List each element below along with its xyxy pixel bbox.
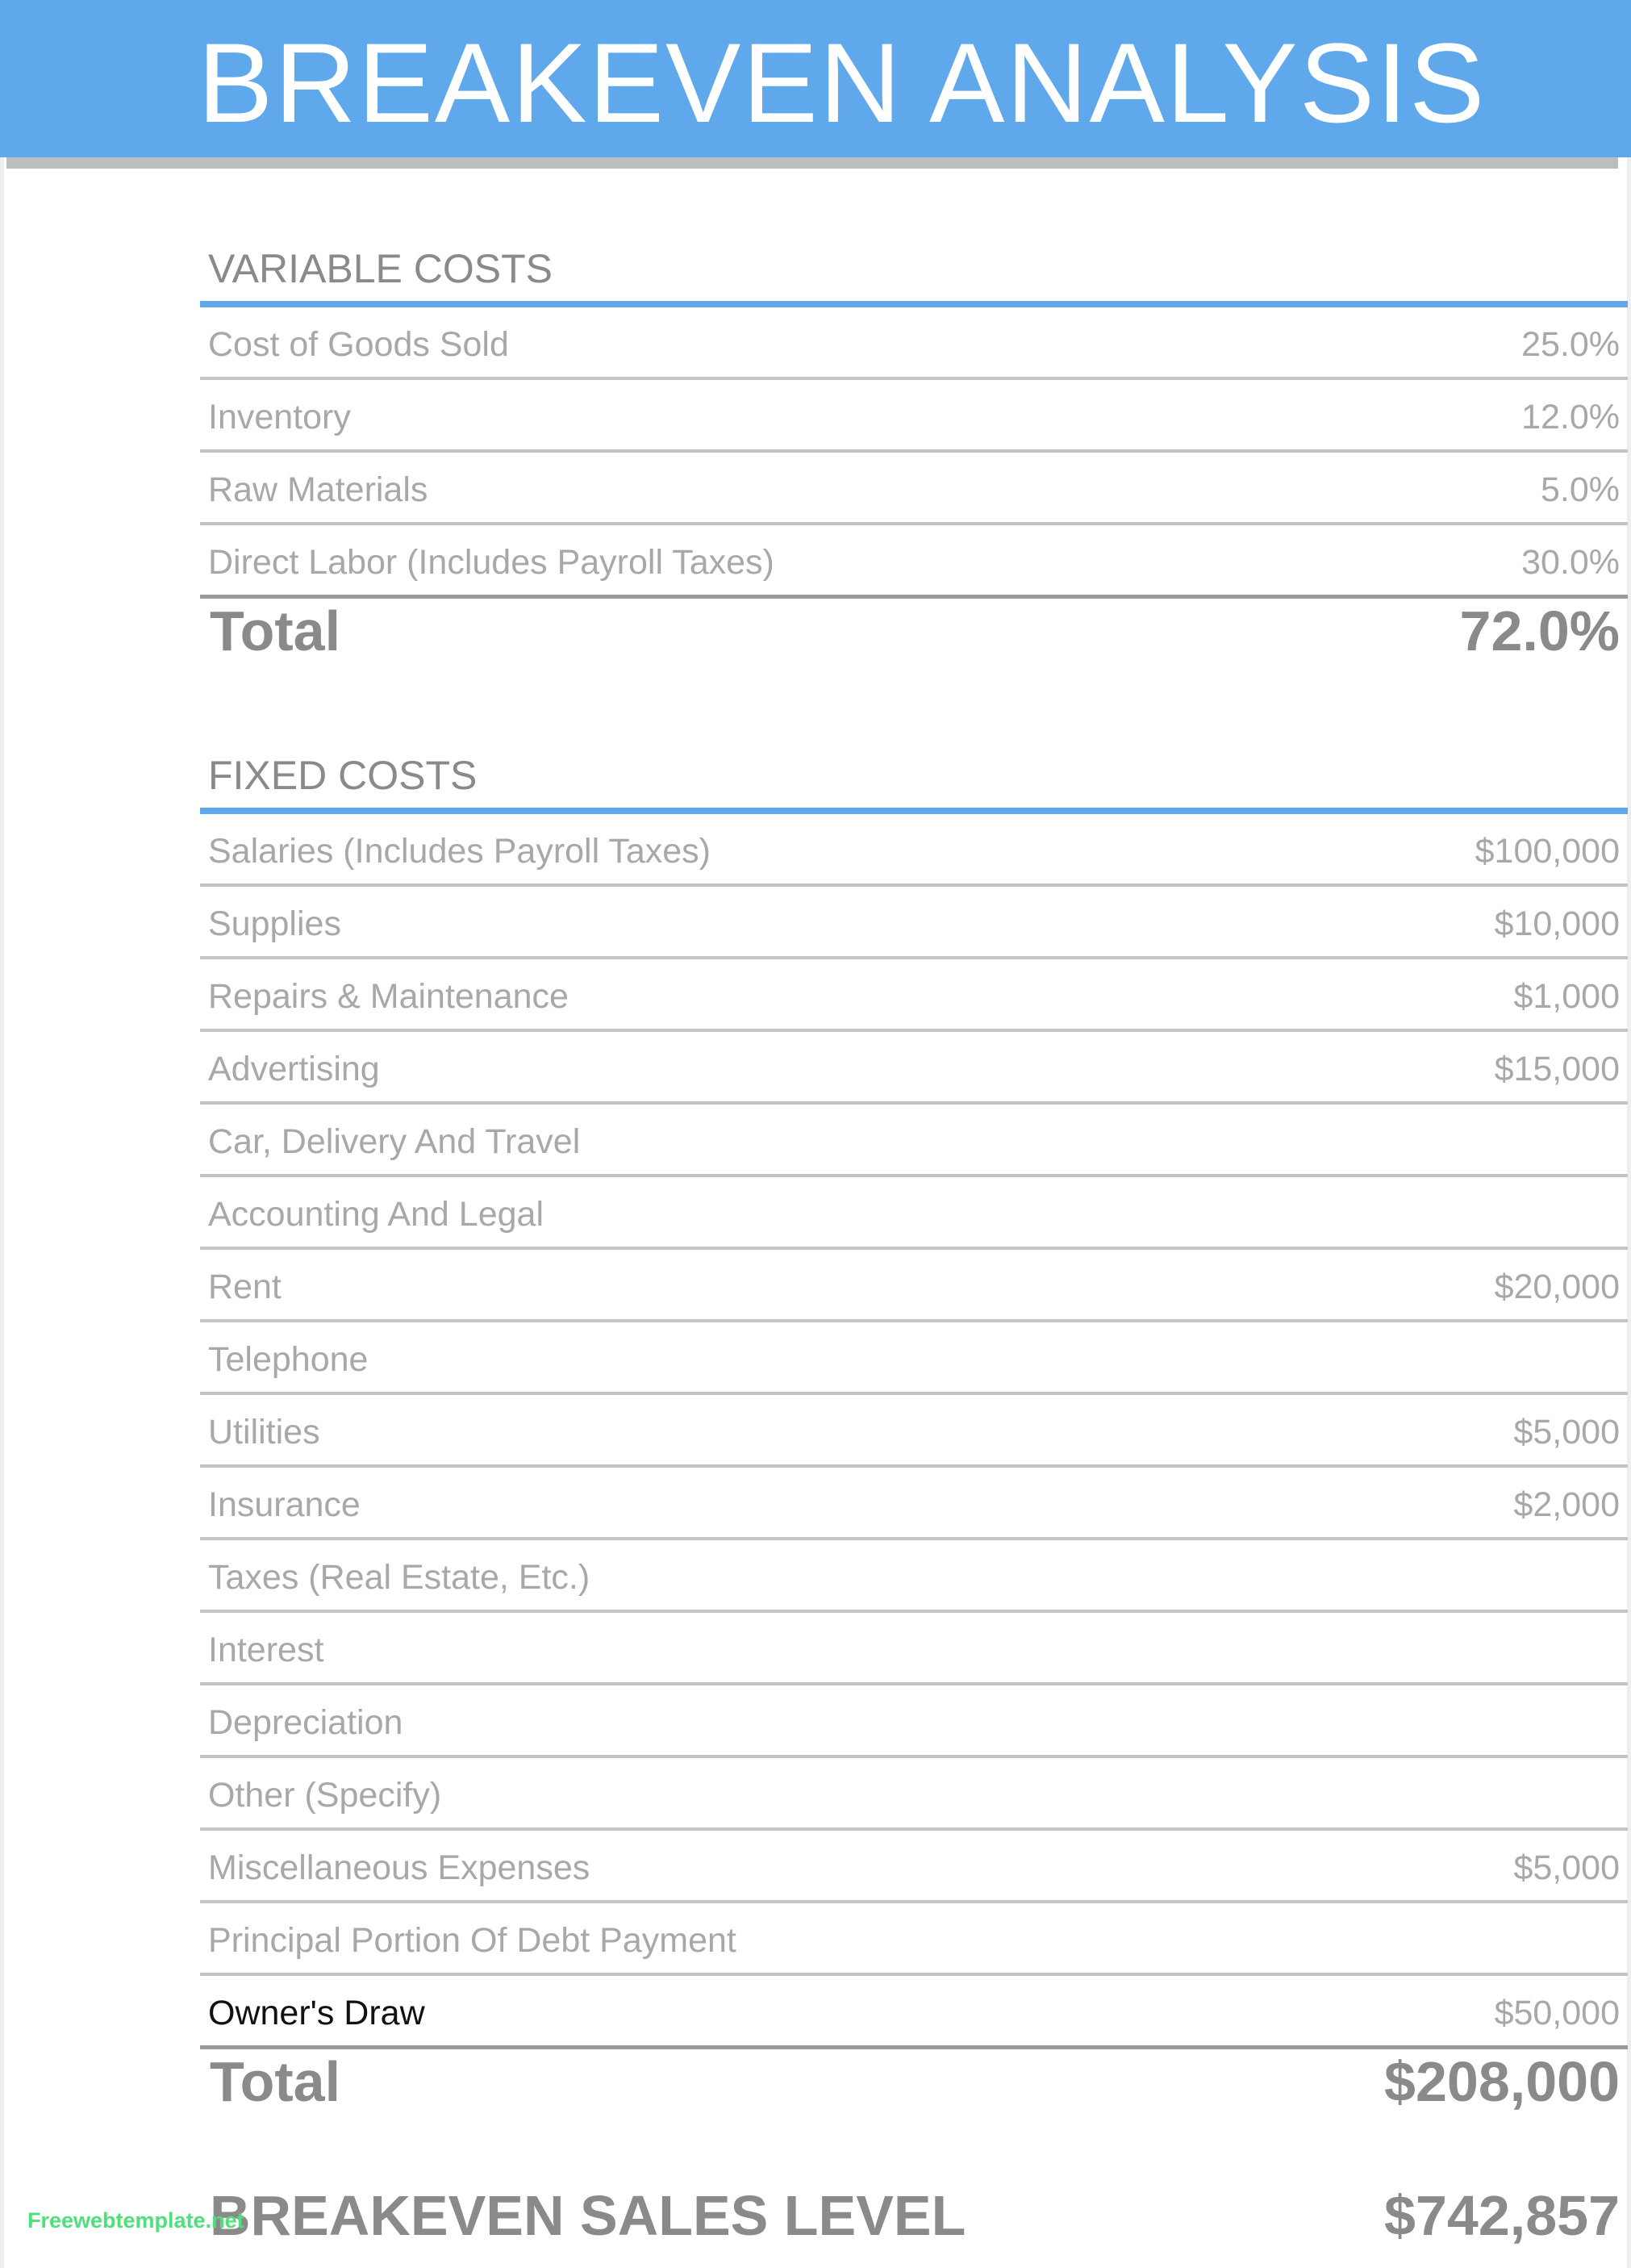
- row-value[interactable]: $15,000: [1494, 1050, 1620, 1088]
- variable-costs-section: [200, 244, 1628, 663]
- total-label: Total: [210, 599, 341, 662]
- breakeven-label: BREAKEVEN SALES LEVEL: [210, 2184, 966, 2247]
- row-value[interactable]: $10,000: [1494, 904, 1620, 943]
- table-row[interactable]: [200, 959, 1628, 1032]
- row-value[interactable]: 5.0%: [1540, 470, 1620, 509]
- table-row[interactable]: [200, 814, 1628, 887]
- table-row[interactable]: [200, 1685, 1628, 1758]
- table-row[interactable]: [200, 1322, 1628, 1395]
- row-label: Depreciation: [208, 1703, 403, 1742]
- row-label: Inventory: [208, 398, 351, 436]
- table-row[interactable]: [200, 1032, 1628, 1105]
- row-value[interactable]: $50,000: [1494, 1994, 1620, 2032]
- row-label: Principal Portion Of Debt Payment: [208, 1921, 736, 1960]
- table-row[interactable]: [200, 307, 1628, 380]
- row-value[interactable]: 25.0%: [1521, 325, 1620, 364]
- table-row[interactable]: [200, 453, 1628, 525]
- total-value: $208,000: [1384, 2050, 1620, 2113]
- row-label: Miscellaneous Expenses: [208, 1848, 590, 1887]
- table-row[interactable]: [200, 1395, 1628, 1468]
- row-value[interactable]: $20,000: [1494, 1268, 1620, 1306]
- section-title: VARIABLE COSTS: [208, 246, 553, 291]
- table-row[interactable]: [200, 1613, 1628, 1685]
- row-value[interactable]: 30.0%: [1521, 543, 1620, 582]
- row-value[interactable]: $5,000: [1513, 1413, 1620, 1451]
- table-row[interactable]: [200, 1105, 1628, 1177]
- total-value: 72.0%: [1459, 599, 1620, 662]
- table-row[interactable]: [200, 1903, 1628, 1976]
- row-label: Telephone: [208, 1340, 369, 1379]
- header-banner: [0, 0, 1631, 157]
- table-row[interactable]: [200, 525, 1628, 595]
- table-row[interactable]: [200, 1976, 1628, 2045]
- total-row: [200, 599, 1628, 663]
- table-row[interactable]: [200, 1831, 1628, 1903]
- watermark: Freewebtemplate.net: [27, 2208, 244, 2232]
- row-value[interactable]: $1,000: [1513, 977, 1620, 1016]
- table-row[interactable]: [200, 1468, 1628, 1540]
- table-row[interactable]: [200, 380, 1628, 453]
- row-label: Interest: [208, 1631, 324, 1669]
- row-label: Other (Specify): [208, 1776, 442, 1815]
- section-title: FIXED COSTS: [208, 753, 478, 798]
- table-row[interactable]: [200, 1758, 1628, 1831]
- row-value[interactable]: $100,000: [1475, 832, 1620, 871]
- row-label: Advertising: [208, 1050, 380, 1088]
- table-row[interactable]: [200, 1250, 1628, 1322]
- row-label: Salaries (Includes Payroll Taxes): [208, 832, 711, 871]
- table-row[interactable]: [200, 1540, 1628, 1613]
- row-label: Supplies: [208, 904, 341, 943]
- page-edge-left: [0, 157, 4, 2268]
- row-label: Accounting And Legal: [208, 1195, 544, 1234]
- row-label: Direct Labor (Includes Payroll Taxes): [208, 543, 774, 582]
- table-row[interactable]: [200, 887, 1628, 959]
- total-label: Total: [210, 2050, 341, 2113]
- row-label: Repairs & Maintenance: [208, 977, 569, 1016]
- breakeven-value: $742,857: [1384, 2184, 1620, 2247]
- row-value[interactable]: 12.0%: [1521, 398, 1620, 436]
- table-row[interactable]: [200, 1177, 1628, 1250]
- row-label: Utilities: [208, 1413, 320, 1451]
- row-label: Car, Delivery And Travel: [208, 1122, 581, 1161]
- header-shadow: [6, 157, 1618, 169]
- row-label: Cost of Goods Sold: [208, 325, 509, 364]
- row-label: Owner's Draw: [208, 1994, 425, 2032]
- breakeven-row: [200, 2183, 1628, 2248]
- row-value[interactable]: $2,000: [1513, 1485, 1620, 1524]
- row-label: Taxes (Real Estate, Etc.): [208, 1558, 590, 1597]
- section-divider: [200, 301, 1628, 307]
- row-value[interactable]: $5,000: [1513, 1848, 1620, 1887]
- section-divider: [200, 808, 1628, 814]
- page-title: BREAKEVEN ANALYSIS: [198, 19, 1487, 146]
- fixed-costs-section: [200, 751, 1628, 2114]
- row-label: Insurance: [208, 1485, 361, 1524]
- total-row: [200, 2049, 1628, 2114]
- row-label: Raw Materials: [208, 470, 428, 509]
- row-label: Rent: [208, 1268, 282, 1306]
